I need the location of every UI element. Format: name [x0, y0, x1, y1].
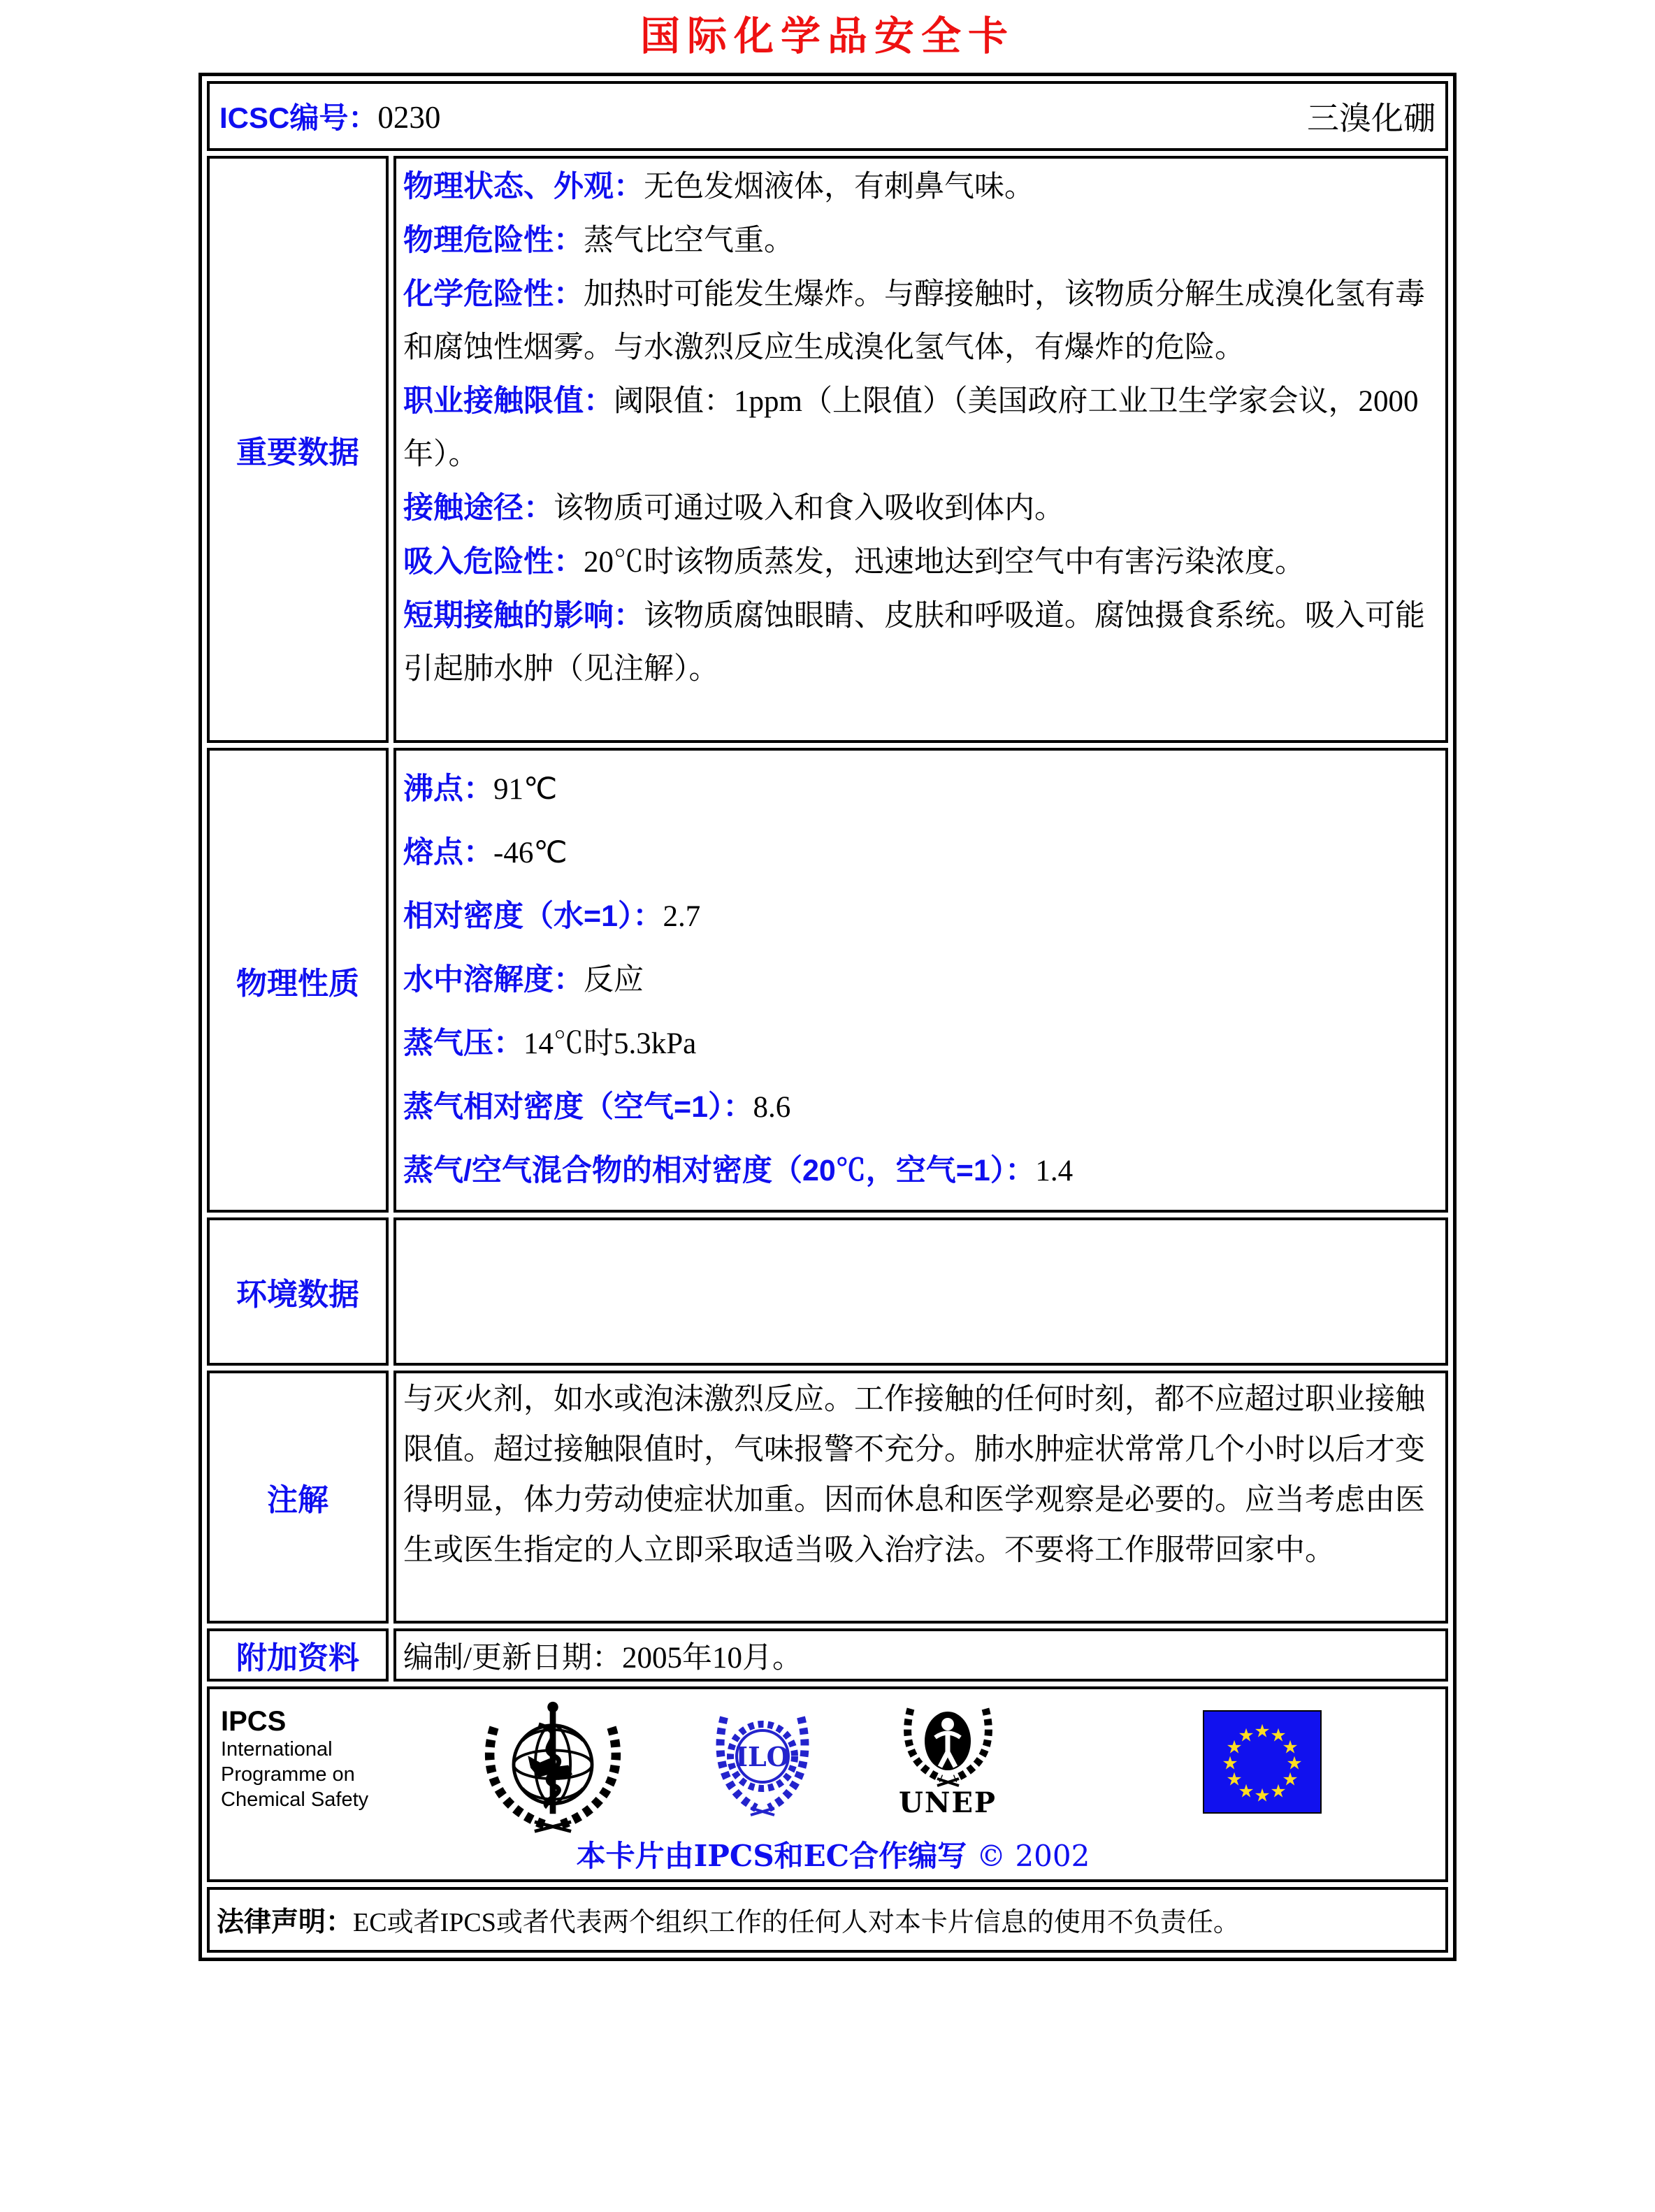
- physical-property-item: 熔点：-46℃: [403, 836, 568, 869]
- chemical-name: 三溴化硼: [1307, 101, 1436, 136]
- eu-flag-icon: [1203, 1710, 1322, 1817]
- additional-info-row: [207, 1628, 1448, 1682]
- svg-text:★: ★: [1270, 1781, 1287, 1802]
- section-label-notes: 注解: [207, 1371, 389, 1624]
- header-flex: [219, 84, 1436, 148]
- physical-properties-row: [207, 748, 1448, 1213]
- physical-properties-content: [393, 748, 1448, 1213]
- physical-property-item: 相对密度（水=1）：2.7: [403, 899, 701, 933]
- logos-cell: [207, 1686, 1448, 1882]
- svg-text:★: ★: [1254, 1785, 1271, 1806]
- svg-text:★: ★: [1238, 1725, 1255, 1746]
- environmental-data-row: [207, 1217, 1448, 1366]
- notes-content: [393, 1371, 1448, 1624]
- important-data-item: 接触途径：该物质可通过吸入和食入吸收到体内。: [403, 491, 1064, 525]
- page-title: 国际化学品安全卡: [640, 13, 1015, 59]
- ipcs-line2: Programme on: [221, 1763, 355, 1786]
- section-label-environmental-data: 环境数据: [207, 1217, 389, 1366]
- important-data-content: [393, 156, 1448, 743]
- ipcs-abbr: IPCS: [221, 1706, 287, 1737]
- who-logo-icon: [465, 1699, 640, 1841]
- icsc-number-label: ICSC编号：: [219, 101, 378, 134]
- section-label-additional-info: 附加资料: [207, 1628, 389, 1682]
- notes-row: [207, 1371, 1448, 1624]
- ipcs-line1: International: [221, 1738, 333, 1761]
- physical-property-item: 蒸气相对密度（空气=1）：8.6: [403, 1090, 791, 1124]
- important-data-row: [207, 156, 1448, 743]
- cooperation-caption: [221, 1833, 1445, 1875]
- environmental-data-content: [393, 1217, 1448, 1366]
- svg-text:★: ★: [1226, 1737, 1243, 1758]
- unep-logo-icon: [901, 1699, 995, 1788]
- physical-property-item: 水中溶解度：反应: [403, 963, 644, 997]
- svg-text:★: ★: [1286, 1753, 1303, 1774]
- legal-cell: [207, 1887, 1448, 1953]
- ipcs-line3: Chemical Safety: [221, 1788, 369, 1811]
- important-data-item: 吸入危险性：20℃时该物质蒸发，迅速地达到空气中有害污染浓度。: [403, 545, 1305, 579]
- header-row: [207, 81, 1448, 151]
- svg-text:★: ★: [1282, 1769, 1299, 1790]
- unep-logo-block: [899, 1699, 997, 1817]
- section-label-important-data: 重要数据: [207, 156, 389, 743]
- copyright-text: © 2002: [976, 1839, 1090, 1873]
- physical-property-item: 蒸气/空气混合物的相对密度（20℃，空气=1）：1.4: [403, 1154, 1074, 1187]
- ilo-letters: ILO: [735, 1741, 790, 1772]
- cooperation-text: 本卡片由IPCS和EC合作编写: [576, 1839, 967, 1873]
- icsc-number-group: [219, 95, 440, 137]
- important-data-item: 化学危险性：加热时可能发生爆炸。与醇接触时，该物质分解生成溴化氢有毒和腐蚀性烟雾。与水激烈反应生成溴化氢气体，有爆炸的危险。: [403, 277, 1425, 364]
- svg-text:★: ★: [1238, 1781, 1255, 1802]
- svg-text:★: ★: [1270, 1725, 1287, 1746]
- notes-text: 与灭火剂，如水或泡沫激烈反应。工作接触的任何时刻，都不应超过职业接触限值。超过接触限值时，气味报警不充分。肺水肿症状常常几个小时以后才变得明显，体力劳动使症状加重。因而休息和医学观察是必要的。应当考虑由医生或医生指定的人立即采取适当吸入治疗法。不要将工作服带回家中。: [403, 1383, 1425, 1567]
- svg-text:★: ★: [1222, 1753, 1238, 1774]
- unep-wordmark: UNEP: [899, 1786, 997, 1819]
- legal-row: [207, 1887, 1448, 1953]
- svg-text:★: ★: [1282, 1737, 1299, 1758]
- svg-text:★: ★: [1254, 1721, 1271, 1742]
- icsc-number-value: 0230: [377, 100, 441, 135]
- svg-text:★: ★: [1226, 1769, 1243, 1790]
- section-label-physical-properties: 物理性质: [207, 748, 389, 1213]
- important-data-item: 职业接触限值：阈限值：1ppm（上限值）（美国政府工业卫生学家会议，2000年）。: [403, 384, 1419, 471]
- logos-row: [207, 1686, 1448, 1882]
- physical-property-item: 沸点：91℃: [403, 772, 558, 806]
- header-cell: [207, 81, 1448, 151]
- additional-info-content: 编制/更新日期：2005年10月。: [393, 1628, 1448, 1682]
- important-data-item: 短期接触的影响：该物质腐蚀眼睛、皮肤和呼吸道。腐蚀摄食系统。吸入可能引起肺水肿（见注解）。: [403, 599, 1425, 686]
- ilo-logo-icon: [710, 1702, 815, 1831]
- legal-notice-text: EC或者IPCS或者代表两个组织工作的任何人对本卡片信息的使用不负责任。: [353, 1908, 1240, 1937]
- physical-property-item: 蒸气压：14℃时5.3kPa: [403, 1027, 697, 1060]
- important-data-item: 物理状态、外观：无色发烟液体，有刺鼻气味。: [403, 170, 1034, 203]
- important-data-item: 物理危险性：蒸气比空气重。: [403, 224, 794, 257]
- ipcs-text-block: [221, 1699, 420, 1812]
- logos-group: [221, 1699, 1445, 1833]
- legal-notice-label: 法律声明：: [217, 1907, 354, 1937]
- icsc-card-table: [198, 73, 1457, 1961]
